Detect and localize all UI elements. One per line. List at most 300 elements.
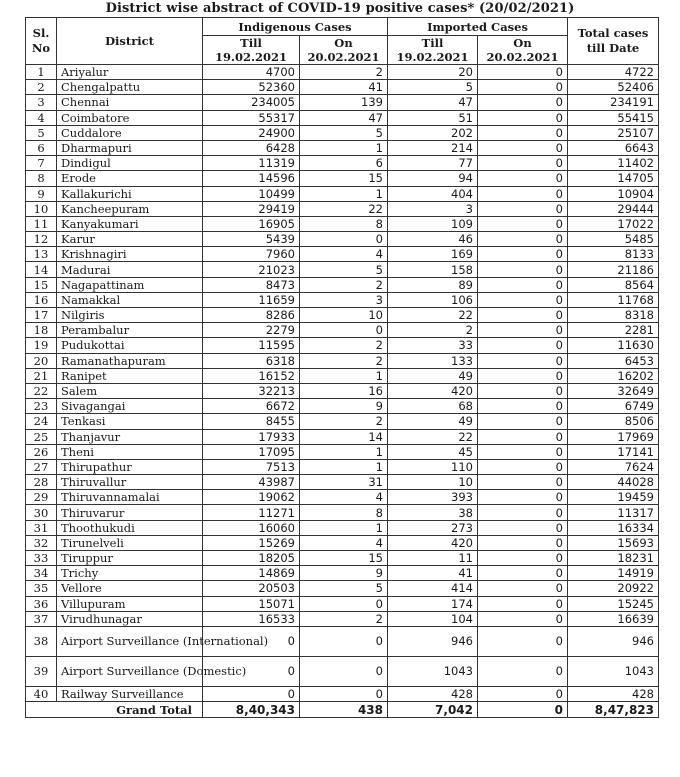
district-name-cell: Ranipet	[57, 368, 203, 383]
header-imported-till: Till 19.02.2021	[388, 36, 478, 65]
sl-no-cell: 30	[26, 505, 57, 520]
indigenous-on-cell: 31	[300, 475, 388, 490]
sl-no-cell: 39	[26, 656, 57, 686]
imported-till-cell: 428	[388, 686, 478, 701]
indigenous-till-cell: 18205	[203, 551, 300, 566]
district-name-cell: Ramanathapuram	[57, 353, 203, 368]
sl-no-cell: 23	[26, 399, 57, 414]
total-cases-cell: 11768	[568, 292, 659, 307]
indigenous-till-cell: 6672	[203, 399, 300, 414]
sl-no-cell: 35	[26, 581, 57, 596]
grand-total-row	[26, 702, 659, 718]
total-cases-cell: 10904	[568, 186, 659, 201]
district-name-cell: Thiruvannamalai	[57, 490, 203, 505]
imported-till-cell: 414	[388, 581, 478, 596]
total-cases-cell: 946	[568, 626, 659, 656]
imported-till-cell: 89	[388, 277, 478, 292]
table-row	[26, 520, 659, 535]
imported-on-cell: 0	[478, 308, 568, 323]
table-row	[26, 95, 659, 110]
table-row	[26, 368, 659, 383]
table-row	[26, 323, 659, 338]
total-cases-cell: 8133	[568, 247, 659, 262]
total-cases-cell: 5485	[568, 232, 659, 247]
imported-on-cell: 0	[478, 156, 568, 171]
district-name-cell: Railway Surveillance	[57, 686, 203, 701]
sl-no-cell: 1	[26, 65, 57, 80]
sl-no-cell: 8	[26, 171, 57, 186]
indigenous-on-cell: 2	[300, 338, 388, 353]
sl-no-cell: 17	[26, 308, 57, 323]
district-name-cell: Dharmapuri	[57, 140, 203, 155]
table-row	[26, 110, 659, 125]
sl-no-cell: 3	[26, 95, 57, 110]
imported-till-cell: 46	[388, 232, 478, 247]
indigenous-on-cell: 14	[300, 429, 388, 444]
imported-on-cell: 0	[478, 383, 568, 398]
total-cases-cell: 25107	[568, 125, 659, 140]
imported-on-cell: 0	[478, 429, 568, 444]
total-cases-cell: 29444	[568, 201, 659, 216]
indigenous-on-cell: 6	[300, 156, 388, 171]
imported-on-cell: 0	[478, 247, 568, 262]
total-cases-cell: 18231	[568, 551, 659, 566]
total-cases-cell: 19459	[568, 490, 659, 505]
indigenous-till-cell: 17095	[203, 444, 300, 459]
district-name-cell: Tenkasi	[57, 414, 203, 429]
indigenous-on-cell: 1	[300, 459, 388, 474]
table-row	[26, 490, 659, 505]
indigenous-on-cell: 8	[300, 216, 388, 231]
total-cases-cell: 16334	[568, 520, 659, 535]
indigenous-till-cell: 234005	[203, 95, 300, 110]
district-name-cell: Airport Surveillance (International)	[57, 626, 203, 656]
table-row	[26, 156, 659, 171]
sl-no-cell: 9	[26, 186, 57, 201]
table-row	[26, 429, 659, 444]
imported-on-cell: 0	[478, 490, 568, 505]
indigenous-till-cell: 8473	[203, 277, 300, 292]
district-name-cell: Dindigul	[57, 156, 203, 171]
table-row	[26, 656, 659, 686]
indigenous-on-cell: 8	[300, 505, 388, 520]
district-name-cell: Salem	[57, 383, 203, 398]
imported-on-cell: 0	[478, 459, 568, 474]
table-row	[26, 65, 659, 80]
table-row	[26, 308, 659, 323]
indigenous-on-cell: 22	[300, 201, 388, 216]
sl-no-cell: 21	[26, 368, 57, 383]
indigenous-till-cell: 8455	[203, 414, 300, 429]
table-row	[26, 383, 659, 398]
table-row	[26, 353, 659, 368]
district-name-cell: Nagapattinam	[57, 277, 203, 292]
imported-on-cell: 0	[478, 262, 568, 277]
indigenous-on-cell: 0	[300, 596, 388, 611]
indigenous-till-cell: 16905	[203, 216, 300, 231]
district-name-cell: Madurai	[57, 262, 203, 277]
total-cases-cell: 15245	[568, 596, 659, 611]
header-sl-no: Sl. No	[26, 18, 57, 65]
table-row	[26, 201, 659, 216]
table-row	[26, 247, 659, 262]
indigenous-till-cell: 7960	[203, 247, 300, 262]
table-row	[26, 535, 659, 550]
indigenous-on-cell: 1	[300, 444, 388, 459]
imported-till-cell: 41	[388, 566, 478, 581]
table-row	[26, 216, 659, 231]
district-name-cell: Kanyakumari	[57, 216, 203, 231]
indigenous-till-cell: 29419	[203, 201, 300, 216]
district-name-cell: Thanjavur	[57, 429, 203, 444]
total-cases-cell: 17969	[568, 429, 659, 444]
total-cases-cell: 7624	[568, 459, 659, 474]
indigenous-on-cell: 5	[300, 262, 388, 277]
indigenous-on-cell: 2	[300, 353, 388, 368]
sl-no-cell: 25	[26, 429, 57, 444]
sl-no-cell: 37	[26, 611, 57, 626]
indigenous-on-cell: 9	[300, 566, 388, 581]
district-name-cell: Thiruvallur	[57, 475, 203, 490]
indigenous-till-cell: 2279	[203, 323, 300, 338]
table-row	[26, 459, 659, 474]
table-row	[26, 414, 659, 429]
imported-till-cell: 10	[388, 475, 478, 490]
total-cases-cell: 16202	[568, 368, 659, 383]
indigenous-till-cell: 0	[203, 686, 300, 701]
table-row	[26, 399, 659, 414]
total-cases-cell: 1043	[568, 656, 659, 686]
imported-till-cell: 1043	[388, 656, 478, 686]
indigenous-on-cell: 4	[300, 247, 388, 262]
indigenous-till-cell: 14869	[203, 566, 300, 581]
imported-till-cell: 202	[388, 125, 478, 140]
indigenous-on-cell: 16	[300, 383, 388, 398]
grand-total-indigenous-on: 438	[300, 702, 388, 718]
total-cases-cell: 21186	[568, 262, 659, 277]
imported-till-cell: 45	[388, 444, 478, 459]
imported-till-cell: 420	[388, 535, 478, 550]
sl-no-cell: 2	[26, 80, 57, 95]
imported-till-cell: 106	[388, 292, 478, 307]
header-indigenous-till: Till 19.02.2021	[203, 36, 300, 65]
sl-no-cell: 10	[26, 201, 57, 216]
indigenous-till-cell: 7513	[203, 459, 300, 474]
indigenous-on-cell: 1	[300, 520, 388, 535]
district-name-cell: Coimbatore	[57, 110, 203, 125]
page-title: District wise abstract of COVID-19 positive cases* (20/02/2021)	[105, 1, 575, 16]
imported-till-cell: 38	[388, 505, 478, 520]
imported-on-cell: 0	[478, 277, 568, 292]
district-name-cell: Karur	[57, 232, 203, 247]
imported-till-cell: 133	[388, 353, 478, 368]
district-name-cell: Vellore	[57, 581, 203, 596]
sl-no-cell: 11	[26, 216, 57, 231]
indigenous-on-cell: 5	[300, 581, 388, 596]
sl-no-cell: 19	[26, 338, 57, 353]
indigenous-on-cell: 9	[300, 399, 388, 414]
imported-on-cell: 0	[478, 140, 568, 155]
total-cases-cell: 55415	[568, 110, 659, 125]
imported-till-cell: 2	[388, 323, 478, 338]
sl-no-cell: 40	[26, 686, 57, 701]
district-name-cell: Thoothukudi	[57, 520, 203, 535]
imported-on-cell: 0	[478, 353, 568, 368]
district-name-cell: Virudhunagar	[57, 611, 203, 626]
imported-till-cell: 273	[388, 520, 478, 535]
total-cases-cell: 428	[568, 686, 659, 701]
header-total-cases: Total cases till Date	[568, 18, 659, 65]
indigenous-till-cell: 16533	[203, 611, 300, 626]
indigenous-till-cell: 11659	[203, 292, 300, 307]
indigenous-on-cell: 0	[300, 626, 388, 656]
header-imported-cases: Imported Cases	[388, 18, 568, 36]
sl-no-cell: 20	[26, 353, 57, 368]
table-row	[26, 171, 659, 186]
district-name-cell: Tiruppur	[57, 551, 203, 566]
imported-on-cell: 0	[478, 80, 568, 95]
indigenous-till-cell: 52360	[203, 80, 300, 95]
sl-no-cell: 18	[26, 323, 57, 338]
imported-till-cell: 77	[388, 156, 478, 171]
total-cases-cell: 11317	[568, 505, 659, 520]
imported-on-cell: 0	[478, 201, 568, 216]
total-cases-cell: 44028	[568, 475, 659, 490]
sl-no-cell: 28	[26, 475, 57, 490]
imported-on-cell: 0	[478, 323, 568, 338]
table-row	[26, 596, 659, 611]
total-cases-cell: 16639	[568, 611, 659, 626]
sl-no-cell: 15	[26, 277, 57, 292]
district-name-cell: Trichy	[57, 566, 203, 581]
district-name-cell: Thirupathur	[57, 459, 203, 474]
imported-on-cell: 0	[478, 505, 568, 520]
imported-till-cell: 393	[388, 490, 478, 505]
imported-till-cell: 22	[388, 429, 478, 444]
indigenous-on-cell: 139	[300, 95, 388, 110]
indigenous-on-cell: 15	[300, 171, 388, 186]
indigenous-till-cell: 0	[203, 626, 300, 656]
grand-total-imported-on: 0	[478, 702, 568, 718]
sl-no-cell: 38	[26, 626, 57, 656]
imported-till-cell: 158	[388, 262, 478, 277]
imported-on-cell: 0	[478, 110, 568, 125]
imported-on-cell: 0	[478, 292, 568, 307]
indigenous-till-cell: 17933	[203, 429, 300, 444]
imported-till-cell: 51	[388, 110, 478, 125]
total-cases-cell: 14705	[568, 171, 659, 186]
indigenous-on-cell: 5	[300, 125, 388, 140]
sl-no-cell: 7	[26, 156, 57, 171]
indigenous-till-cell: 4700	[203, 65, 300, 80]
sl-no-cell: 6	[26, 140, 57, 155]
imported-till-cell: 174	[388, 596, 478, 611]
indigenous-till-cell: 10499	[203, 186, 300, 201]
imported-till-cell: 49	[388, 414, 478, 429]
indigenous-till-cell: 8286	[203, 308, 300, 323]
imported-till-cell: 110	[388, 459, 478, 474]
indigenous-till-cell: 32213	[203, 383, 300, 398]
table-row	[26, 686, 659, 701]
indigenous-till-cell: 11319	[203, 156, 300, 171]
sl-no-cell: 27	[26, 459, 57, 474]
table-row	[26, 581, 659, 596]
imported-on-cell: 0	[478, 399, 568, 414]
district-name-cell: Cuddalore	[57, 125, 203, 140]
indigenous-till-cell: 6428	[203, 140, 300, 155]
table-row	[26, 338, 659, 353]
sl-no-cell: 22	[26, 383, 57, 398]
header-indigenous-on: On 20.02.2021	[300, 36, 388, 65]
table-row	[26, 566, 659, 581]
indigenous-till-cell: 11271	[203, 505, 300, 520]
indigenous-till-cell: 16060	[203, 520, 300, 535]
imported-on-cell: 0	[478, 216, 568, 231]
imported-till-cell: 33	[388, 338, 478, 353]
total-cases-cell: 2281	[568, 323, 659, 338]
district-name-cell: Kallakurichi	[57, 186, 203, 201]
imported-on-cell: 0	[478, 551, 568, 566]
district-name-cell: Ariyalur	[57, 65, 203, 80]
indigenous-on-cell: 2	[300, 277, 388, 292]
imported-till-cell: 94	[388, 171, 478, 186]
indigenous-on-cell: 15	[300, 551, 388, 566]
sl-no-cell: 26	[26, 444, 57, 459]
indigenous-till-cell: 16152	[203, 368, 300, 383]
sl-no-cell: 32	[26, 535, 57, 550]
indigenous-on-cell: 2	[300, 611, 388, 626]
imported-on-cell: 0	[478, 171, 568, 186]
grand-total-label: Grand Total	[26, 702, 203, 718]
indigenous-on-cell: 3	[300, 292, 388, 307]
indigenous-on-cell: 1	[300, 186, 388, 201]
imported-on-cell: 0	[478, 125, 568, 140]
table-row	[26, 292, 659, 307]
table-row	[26, 125, 659, 140]
indigenous-till-cell: 6318	[203, 353, 300, 368]
indigenous-on-cell: 1	[300, 368, 388, 383]
table-row	[26, 551, 659, 566]
district-name-cell: Kancheepuram	[57, 201, 203, 216]
imported-on-cell: 0	[478, 611, 568, 626]
indigenous-till-cell: 55317	[203, 110, 300, 125]
total-cases-cell: 8318	[568, 308, 659, 323]
imported-till-cell: 3	[388, 201, 478, 216]
sl-no-cell: 13	[26, 247, 57, 262]
indigenous-till-cell: 21023	[203, 262, 300, 277]
imported-till-cell: 11	[388, 551, 478, 566]
indigenous-on-cell: 4	[300, 535, 388, 550]
sl-no-cell: 5	[26, 125, 57, 140]
imported-till-cell: 104	[388, 611, 478, 626]
indigenous-on-cell: 4	[300, 490, 388, 505]
district-abstract-table	[25, 17, 659, 718]
district-name-cell: Krishnagiri	[57, 247, 203, 262]
table-body	[26, 65, 659, 702]
table-row	[26, 444, 659, 459]
total-cases-cell: 6453	[568, 353, 659, 368]
total-cases-cell: 32649	[568, 383, 659, 398]
total-cases-cell: 52406	[568, 80, 659, 95]
header-district: District	[57, 18, 203, 65]
total-cases-cell: 4722	[568, 65, 659, 80]
district-name-cell: Namakkal	[57, 292, 203, 307]
imported-on-cell: 0	[478, 186, 568, 201]
table-row	[26, 475, 659, 490]
imported-on-cell: 0	[478, 475, 568, 490]
indigenous-till-cell: 20503	[203, 581, 300, 596]
indigenous-till-cell: 11595	[203, 338, 300, 353]
imported-on-cell: 0	[478, 368, 568, 383]
indigenous-till-cell: 24900	[203, 125, 300, 140]
indigenous-till-cell: 19062	[203, 490, 300, 505]
table-row	[26, 262, 659, 277]
imported-till-cell: 20	[388, 65, 478, 80]
indigenous-till-cell: 5439	[203, 232, 300, 247]
indigenous-till-cell: 15269	[203, 535, 300, 550]
total-cases-cell: 11630	[568, 338, 659, 353]
total-cases-cell: 8564	[568, 277, 659, 292]
imported-on-cell: 0	[478, 95, 568, 110]
indigenous-till-cell: 0	[203, 656, 300, 686]
total-cases-cell: 15693	[568, 535, 659, 550]
header-indigenous-cases: Indigenous Cases	[203, 18, 388, 36]
imported-on-cell: 0	[478, 338, 568, 353]
imported-till-cell: 404	[388, 186, 478, 201]
table-row	[26, 626, 659, 656]
sl-no-cell: 34	[26, 566, 57, 581]
imported-on-cell: 0	[478, 535, 568, 550]
indigenous-on-cell: 0	[300, 323, 388, 338]
imported-till-cell: 68	[388, 399, 478, 414]
total-cases-cell: 8506	[568, 414, 659, 429]
imported-on-cell: 0	[478, 581, 568, 596]
sl-no-cell: 14	[26, 262, 57, 277]
sl-no-cell: 33	[26, 551, 57, 566]
total-cases-cell: 17141	[568, 444, 659, 459]
sl-no-cell: 24	[26, 414, 57, 429]
grand-total-indigenous-till: 8,40,343	[203, 702, 300, 718]
district-name-cell: Theni	[57, 444, 203, 459]
imported-on-cell: 0	[478, 65, 568, 80]
sl-no-cell: 31	[26, 520, 57, 535]
imported-on-cell: 0	[478, 656, 568, 686]
sl-no-cell: 16	[26, 292, 57, 307]
imported-till-cell: 49	[388, 368, 478, 383]
imported-on-cell: 0	[478, 444, 568, 459]
indigenous-on-cell: 41	[300, 80, 388, 95]
imported-on-cell: 0	[478, 414, 568, 429]
sl-no-cell: 36	[26, 596, 57, 611]
imported-on-cell: 0	[478, 596, 568, 611]
grand-total-cases: 8,47,823	[568, 702, 659, 718]
imported-till-cell: 109	[388, 216, 478, 231]
total-cases-cell: 234191	[568, 95, 659, 110]
total-cases-cell: 14919	[568, 566, 659, 581]
imported-till-cell: 47	[388, 95, 478, 110]
district-name-cell: Sivagangai	[57, 399, 203, 414]
table-row	[26, 186, 659, 201]
total-cases-cell: 6643	[568, 140, 659, 155]
table-row	[26, 277, 659, 292]
imported-till-cell: 5	[388, 80, 478, 95]
district-name-cell: Chennai	[57, 95, 203, 110]
district-name-cell: Airport Surveillance (Domestic)	[57, 656, 203, 686]
grand-total-imported-till: 7,042	[388, 702, 478, 718]
total-cases-cell: 20922	[568, 581, 659, 596]
district-name-cell: Pudukottai	[57, 338, 203, 353]
total-cases-cell: 11402	[568, 156, 659, 171]
